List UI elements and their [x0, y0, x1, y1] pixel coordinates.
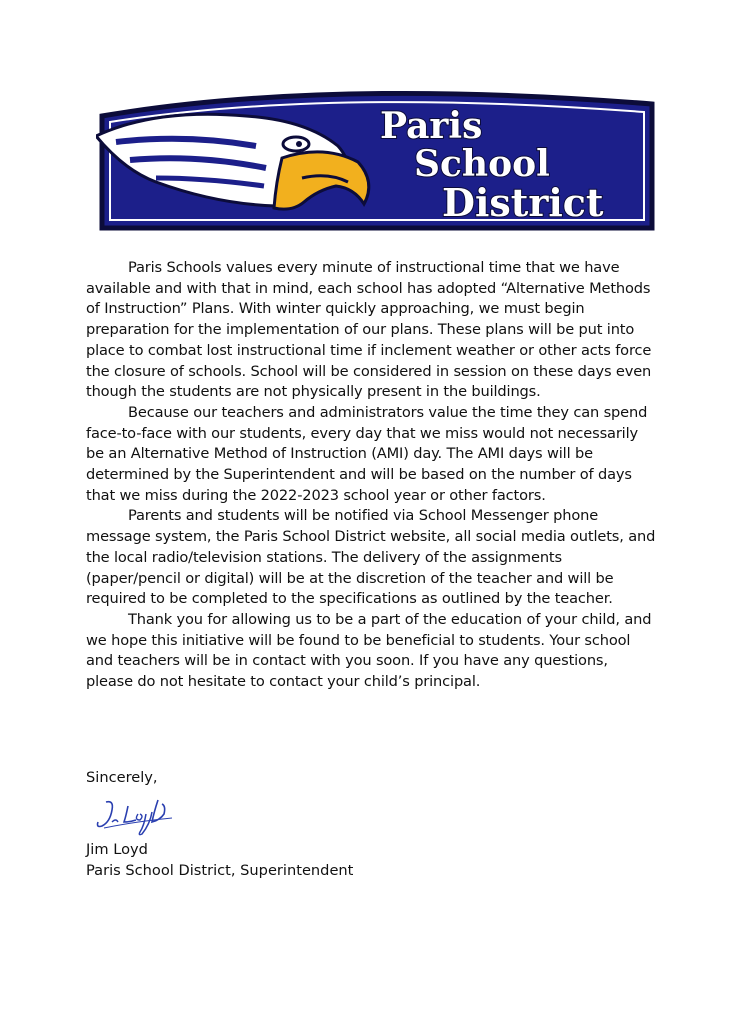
district-logo [96, 82, 658, 232]
signer-name: Jim Loyd [86, 841, 148, 858]
brand-line-3: District [442, 180, 604, 225]
paragraph-4: Thank you for allowing us to be a part of the education of your child, and we hope this initiative will be found to be beneficial to students. Your school and teachers will be in contact with you soon. If you have any questions, please do not hesitate to contact your child’s principal. [86, 610, 652, 691]
signer-block [86, 840, 353, 881]
letterhead [96, 82, 658, 232]
brand-line-2: School [414, 143, 550, 185]
brand-line-1: Paris [380, 105, 483, 147]
closing: Sincerely, [86, 769, 158, 786]
signer-title: Paris School District, Superintendent [86, 861, 354, 879]
paragraph-2: Because our teachers and administrators value the time they can spend face-to-face with our students, every day that we miss would not necessarily be an Alternative Method of Instruction (AMI) day. The AMI days will be determined by the Superintendent and will be based on the number of days that we miss during the 2022-2023 school year or other factors. [86, 403, 648, 504]
paragraph-3: Parents and students will be notified via School Messenger phone message system, the Paris School District website, all social media outlets, and the local radio/television stations. The delivery of the assignments (paper/pencil or digital) will be at the discretion of the teacher and will be required to be completed to the specifications as outlined by the teacher. [86, 507, 656, 608]
signature [92, 792, 182, 840]
letter-body [86, 258, 656, 693]
paragraph-1: Paris Schools values every minute of instructional time that we have available and with that in mind, each school has adopted “Alternative Methods of Instruction” Plans. With winter quickly approaching, we must begin preparation for the implementation of our plans. These plans will be put into place to combat lost instructional time if inclement weather or other acts force the closure of schools. School will be considered in session on these days even though the students are not physically present in the buildings. [86, 259, 652, 401]
